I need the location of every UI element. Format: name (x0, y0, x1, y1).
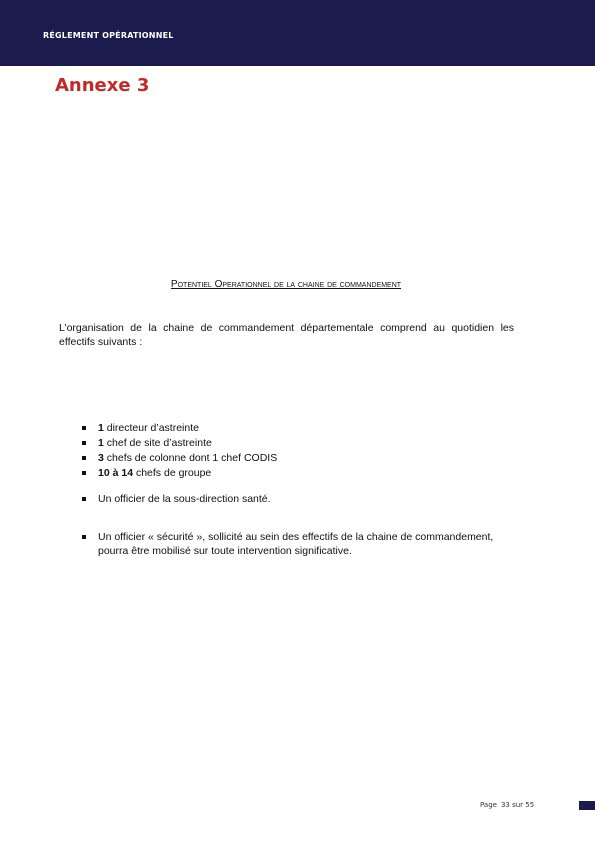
square-bullet-icon (82, 535, 86, 539)
list-item-text (98, 436, 522, 450)
square-bullet-icon (82, 426, 86, 430)
list-item-label: Un officier « sécurité », sollicité au sein des effectifs de la chaine de commandement, pourra être mobilisé sur toute intervention significative. (98, 531, 494, 557)
list-item-text (98, 466, 522, 480)
list-item-text (98, 421, 522, 435)
list-item-label: chefs de groupe (133, 467, 212, 479)
list-item-text (98, 451, 522, 465)
square-bullet-icon (82, 471, 86, 475)
list-item-count: 1 (98, 437, 104, 449)
square-bullet-icon (82, 456, 86, 460)
footer-accent-mark (579, 801, 595, 810)
section-title: Potentiel Operationnel de la chaine de commandement (170, 279, 402, 290)
list-item-count: 10 à 14 (98, 467, 134, 479)
annex-title: Annexe 3 (55, 75, 150, 96)
square-bullet-icon (82, 497, 86, 501)
list-item-text (98, 492, 522, 506)
list-item-count: 3 (98, 452, 104, 464)
list-item-label: chefs de colonne dont 1 chef CODIS (103, 452, 278, 464)
list-item (82, 492, 522, 506)
document-header-title: RÉGLEMENT OPÉRATIONNEL (43, 31, 174, 40)
list-item (82, 436, 522, 450)
list-item-label: Un officier de la sous-direction santé. (98, 493, 271, 505)
list-item-label: chef de site d’astreinte (103, 437, 212, 449)
square-bullet-icon (82, 441, 86, 445)
list-item (82, 466, 522, 480)
list-item-count: 1 (98, 422, 104, 434)
page-number (480, 801, 538, 809)
list-item (82, 421, 522, 435)
intro-paragraph: L’organisation de la chaine de commandement départementale comprend au quotidien les effectifs suivants : (59, 322, 514, 348)
list-item (82, 530, 522, 558)
page-label: Page (480, 801, 497, 809)
list-item-text (98, 530, 522, 558)
list-item-label: directeur d’astreinte (103, 422, 199, 434)
page-info: 33 sur 55 (500, 801, 535, 809)
list-item (82, 451, 522, 465)
